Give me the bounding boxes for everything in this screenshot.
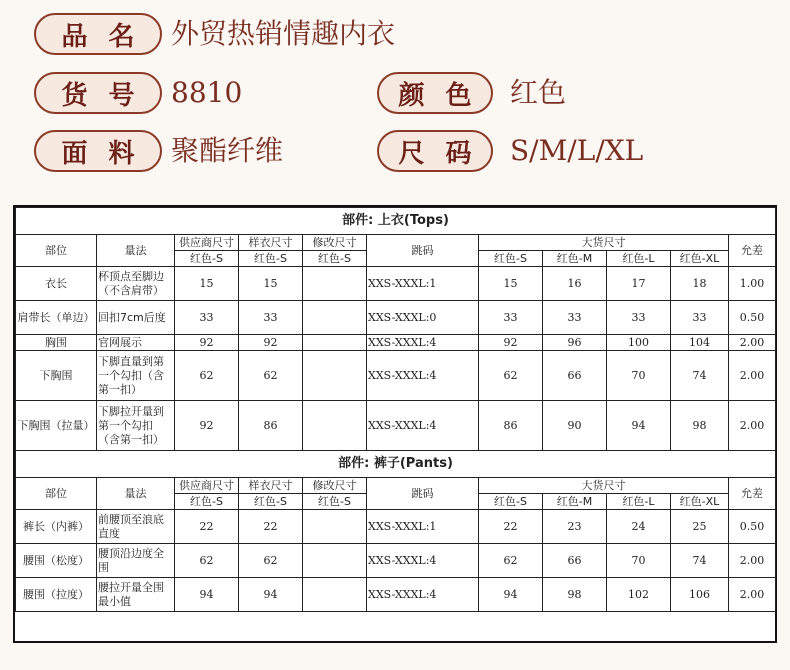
cell-size-l: 70 bbox=[607, 544, 671, 578]
cell-part: 衣长 bbox=[16, 267, 97, 301]
cell-part: 肩带长（单边） bbox=[16, 301, 97, 335]
cell-size-s: 62 bbox=[479, 351, 543, 401]
column-subheader: 红色-L bbox=[607, 494, 671, 510]
table-row bbox=[16, 351, 776, 401]
cell-sample: 62 bbox=[239, 351, 303, 401]
cell-modify bbox=[303, 510, 367, 544]
pants-title-row bbox=[16, 451, 776, 478]
cell-modify bbox=[303, 267, 367, 301]
column-header-sample: 样衣尺寸 bbox=[239, 478, 303, 494]
cell-supplier: 15 bbox=[175, 267, 239, 301]
column-subheader: 红色-S bbox=[175, 494, 239, 510]
cell-supplier: 22 bbox=[175, 510, 239, 544]
value-item-no: 8810 bbox=[171, 76, 243, 109]
cell-size-s: 86 bbox=[479, 401, 543, 451]
cell-modify bbox=[303, 401, 367, 451]
column-header-supplier: 供应商尺寸 bbox=[175, 478, 239, 494]
cell-size-xl: 74 bbox=[671, 351, 729, 401]
column-subheader: 红色-S bbox=[175, 251, 239, 267]
pants-section-title: 部件: 裤子(Pants) bbox=[16, 451, 776, 478]
cell-size-s: 22 bbox=[479, 510, 543, 544]
cell-method: 下脚拉开量到第一个勾扣（含第一扣） bbox=[97, 401, 175, 451]
cell-tolerance: 1.00 bbox=[729, 267, 776, 301]
cell-size-l: 17 bbox=[607, 267, 671, 301]
cell-modify bbox=[303, 301, 367, 335]
column-header-modify: 修改尺寸 bbox=[303, 478, 367, 494]
cell-part: 胸围 bbox=[16, 335, 97, 351]
column-subheader: 红色-S bbox=[303, 494, 367, 510]
cell-grading: XXS-XXXL:1 bbox=[367, 267, 479, 301]
cell-size-m: 96 bbox=[543, 335, 607, 351]
label-item-no: 货 号 bbox=[61, 80, 141, 111]
table-row bbox=[16, 335, 776, 351]
cell-supplier: 92 bbox=[175, 335, 239, 351]
column-subheader: 红色-S bbox=[479, 251, 543, 267]
column-subheader: 红色-L bbox=[607, 251, 671, 267]
cell-size-m: 66 bbox=[543, 351, 607, 401]
cell-supplier: 62 bbox=[175, 351, 239, 401]
cell-tolerance: 2.00 bbox=[729, 351, 776, 401]
value-size: S/M/L/XL bbox=[510, 134, 644, 167]
cell-grading: XXS-XXXL:0 bbox=[367, 301, 479, 335]
cell-size-l: 24 bbox=[607, 510, 671, 544]
column-subheader: 红色-M bbox=[543, 494, 607, 510]
cell-tolerance: 0.50 bbox=[729, 301, 776, 335]
cell-grading: XXS-XXXL:4 bbox=[367, 335, 479, 351]
column-subheader: 红色-S bbox=[303, 251, 367, 267]
cell-size-m: 33 bbox=[543, 301, 607, 335]
cell-method: 前腰顶至浪底直度 bbox=[97, 510, 175, 544]
column-header-grading: 跳码 bbox=[367, 478, 479, 510]
value-color: 红色 bbox=[510, 76, 567, 109]
cell-size-m: 16 bbox=[543, 267, 607, 301]
label-name-pill bbox=[34, 13, 162, 55]
column-header-sample: 样衣尺寸 bbox=[239, 235, 303, 251]
label-name: 品 名 bbox=[61, 21, 141, 52]
cell-modify bbox=[303, 578, 367, 612]
cell-part: 腰围（松度） bbox=[16, 544, 97, 578]
cell-grading: XXS-XXXL:1 bbox=[367, 510, 479, 544]
cell-grading: XXS-XXXL:4 bbox=[367, 351, 479, 401]
table-row bbox=[16, 578, 776, 612]
cell-size-l: 70 bbox=[607, 351, 671, 401]
cell-size-xl: 104 bbox=[671, 335, 729, 351]
cell-size-l: 94 bbox=[607, 401, 671, 451]
label-color-pill bbox=[377, 72, 493, 114]
cell-sample: 92 bbox=[239, 335, 303, 351]
size-table-card bbox=[13, 205, 777, 643]
cell-size-s: 33 bbox=[479, 301, 543, 335]
cell-size-xl: 18 bbox=[671, 267, 729, 301]
column-header-part: 部位 bbox=[16, 478, 97, 510]
cell-sample: 33 bbox=[239, 301, 303, 335]
table-row bbox=[16, 401, 776, 451]
cell-size-l: 100 bbox=[607, 335, 671, 351]
cell-part: 腰围（拉度） bbox=[16, 578, 97, 612]
column-header-grading: 跳码 bbox=[367, 235, 479, 267]
cell-size-s: 62 bbox=[479, 544, 543, 578]
column-header-part: 部位 bbox=[16, 235, 97, 267]
cell-method: 腰拉开量全围最小值 bbox=[97, 578, 175, 612]
cell-size-l: 33 bbox=[607, 301, 671, 335]
cell-method: 腰顶沿边度全围 bbox=[97, 544, 175, 578]
cell-method: 官网展示 bbox=[97, 335, 175, 351]
cell-grading: XXS-XXXL:4 bbox=[367, 401, 479, 451]
label-color: 颜 色 bbox=[398, 80, 478, 111]
cell-size-xl: 106 bbox=[671, 578, 729, 612]
cell-sample: 94 bbox=[239, 578, 303, 612]
cell-size-xl: 98 bbox=[671, 401, 729, 451]
cell-size-m: 66 bbox=[543, 544, 607, 578]
column-header-method: 量法 bbox=[97, 235, 175, 267]
column-header-bulk: 大货尺寸 bbox=[479, 235, 729, 251]
column-subheader: 红色-S bbox=[239, 494, 303, 510]
cell-sample: 15 bbox=[239, 267, 303, 301]
table-row bbox=[16, 267, 776, 301]
cell-part: 裤长（内裤） bbox=[16, 510, 97, 544]
cell-modify bbox=[303, 351, 367, 401]
cell-method: 杯顶点至脚边（不含肩带） bbox=[97, 267, 175, 301]
cell-sample: 86 bbox=[239, 401, 303, 451]
cell-modify bbox=[303, 335, 367, 351]
tops-title-row bbox=[16, 208, 776, 235]
cell-size-s: 94 bbox=[479, 578, 543, 612]
cell-grading: XXS-XXXL:4 bbox=[367, 578, 479, 612]
cell-method: 下脚直量到第一个勾扣（含第一扣） bbox=[97, 351, 175, 401]
cell-tolerance: 2.00 bbox=[729, 335, 776, 351]
tops-header-row bbox=[16, 235, 776, 251]
cell-size-s: 15 bbox=[479, 267, 543, 301]
cell-size-l: 102 bbox=[607, 578, 671, 612]
cell-grading: XXS-XXXL:4 bbox=[367, 544, 479, 578]
column-header-bulk: 大货尺寸 bbox=[479, 478, 729, 494]
cell-sample: 62 bbox=[239, 544, 303, 578]
cell-modify bbox=[303, 544, 367, 578]
label-size: 尺 码 bbox=[398, 138, 478, 169]
size-table bbox=[15, 207, 776, 612]
column-header-modify: 修改尺寸 bbox=[303, 235, 367, 251]
cell-part: 下胸围 bbox=[16, 351, 97, 401]
table-row bbox=[16, 301, 776, 335]
cell-size-xl: 25 bbox=[671, 510, 729, 544]
column-header-tolerance: 允差 bbox=[729, 235, 776, 267]
value-name: 外贸热销情趣内衣 bbox=[171, 17, 396, 50]
cell-supplier: 94 bbox=[175, 578, 239, 612]
cell-supplier: 62 bbox=[175, 544, 239, 578]
label-size-pill bbox=[377, 130, 493, 172]
cell-sample: 22 bbox=[239, 510, 303, 544]
column-subheader: 红色-S bbox=[239, 251, 303, 267]
cell-size-s: 92 bbox=[479, 335, 543, 351]
table-row bbox=[16, 510, 776, 544]
cell-supplier: 33 bbox=[175, 301, 239, 335]
value-fabric: 聚酯纤维 bbox=[171, 134, 284, 167]
label-fabric-pill bbox=[34, 130, 162, 172]
column-header-tolerance: 允差 bbox=[729, 478, 776, 510]
pants-header-row bbox=[16, 478, 776, 494]
cell-size-xl: 33 bbox=[671, 301, 729, 335]
cell-size-m: 23 bbox=[543, 510, 607, 544]
tops-section-title: 部件: 上衣(Tops) bbox=[16, 208, 776, 235]
cell-supplier: 92 bbox=[175, 401, 239, 451]
label-fabric: 面 料 bbox=[61, 138, 141, 169]
column-subheader: 红色-S bbox=[479, 494, 543, 510]
cell-tolerance: 2.00 bbox=[729, 401, 776, 451]
cell-tolerance: 2.00 bbox=[729, 544, 776, 578]
cell-size-xl: 74 bbox=[671, 544, 729, 578]
column-header-method: 量法 bbox=[97, 478, 175, 510]
cell-part: 下胸围（拉量） bbox=[16, 401, 97, 451]
column-subheader: 红色-XL bbox=[671, 494, 729, 510]
cell-tolerance: 2.00 bbox=[729, 578, 776, 612]
column-subheader: 红色-M bbox=[543, 251, 607, 267]
column-header-supplier: 供应商尺寸 bbox=[175, 235, 239, 251]
column-subheader: 红色-XL bbox=[671, 251, 729, 267]
label-item-no-pill bbox=[34, 72, 162, 114]
cell-size-m: 90 bbox=[543, 401, 607, 451]
cell-size-m: 98 bbox=[543, 578, 607, 612]
cell-method: 回扣7cm后度 bbox=[97, 301, 175, 335]
cell-tolerance: 0.50 bbox=[729, 510, 776, 544]
table-row bbox=[16, 544, 776, 578]
